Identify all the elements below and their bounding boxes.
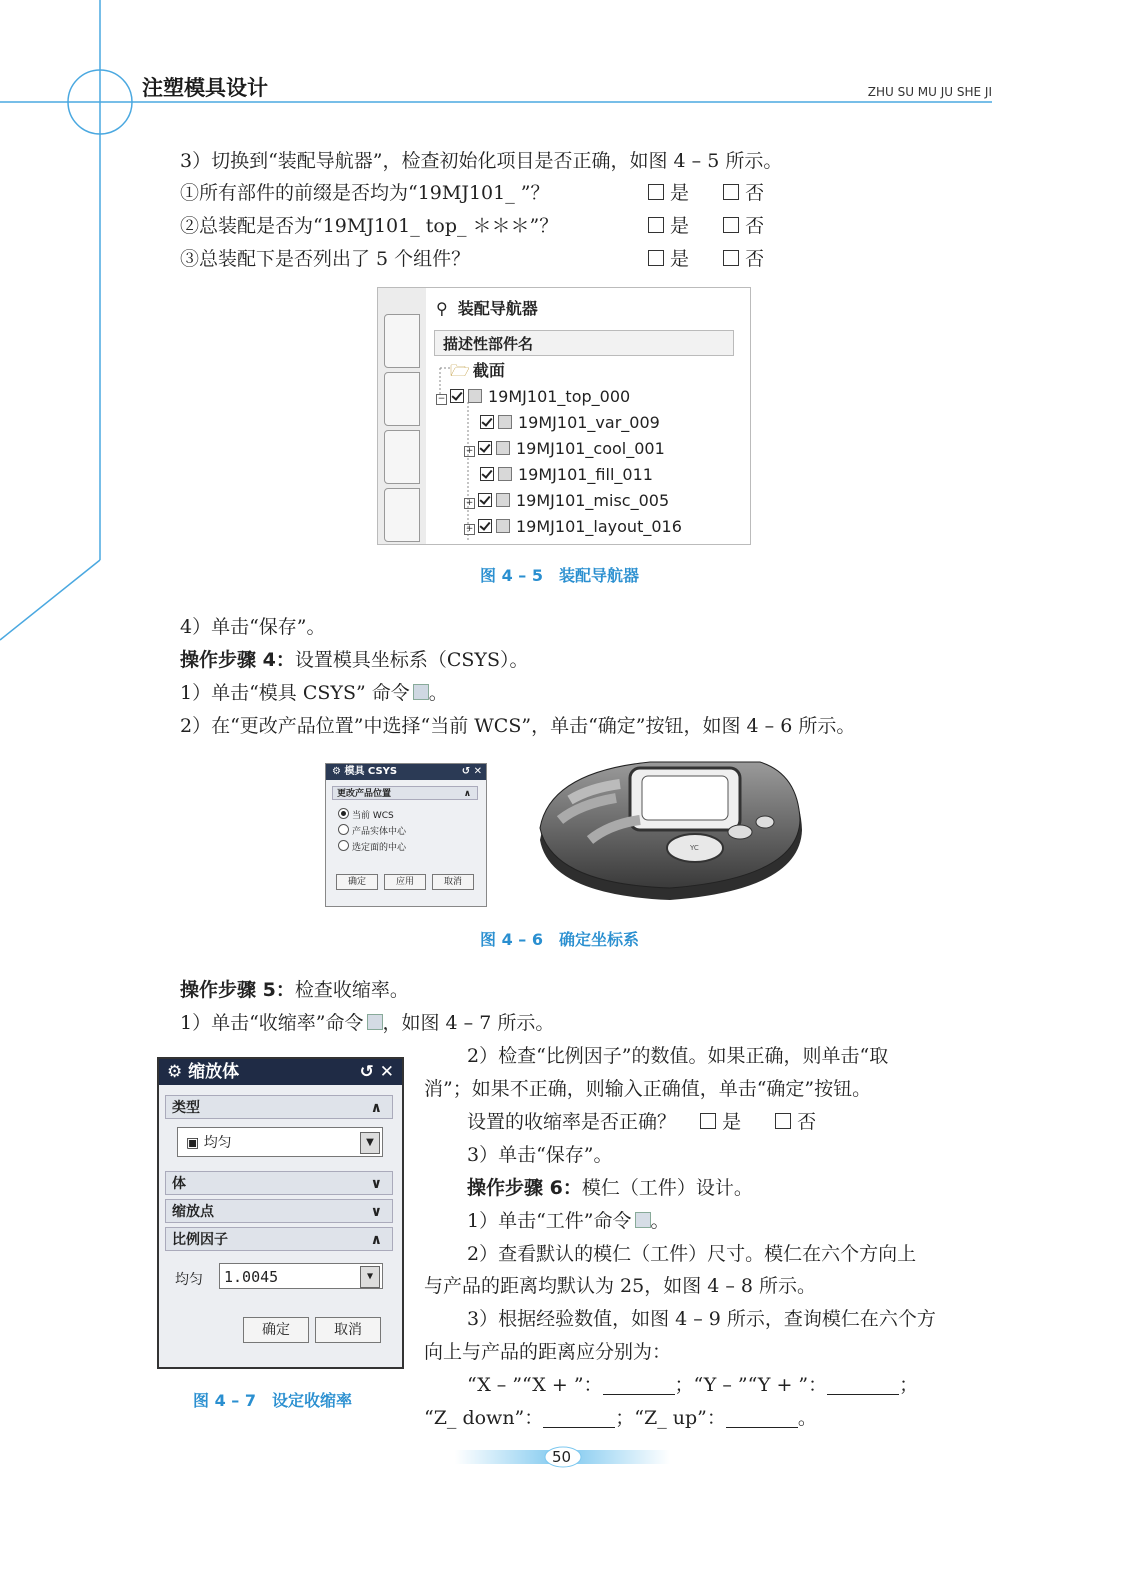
radio-product-center[interactable]: 产品实体中心: [338, 824, 406, 837]
assembly-icon: [496, 441, 510, 455]
paragraph-line: 3）根据经验数值，如图 4 – 9 所示，查询模仁在六个方: [467, 1308, 936, 1330]
paragraph-line: 消”；如果不正确，则输入正确值，单击“确定”按钮。: [424, 1078, 872, 1100]
checkbox-no[interactable]: [723, 184, 739, 200]
part-icon: [498, 415, 512, 429]
collapse-icon[interactable]: −: [437, 394, 446, 404]
book-title: 注塑模具设计: [142, 76, 268, 100]
book-pinyin: ZHU SU MU JU SHE JI: [867, 85, 992, 99]
assembly-icon: [468, 389, 482, 403]
mold-csys-dialog: [325, 763, 487, 907]
ok-button[interactable]: 确定: [243, 1317, 309, 1343]
type-select[interactable]: ▣ 均匀 ▼: [177, 1127, 383, 1157]
paragraph-line: 2）检查“比例因子”的数值。如果正确，则单击“取: [467, 1045, 889, 1067]
dropdown-arrow-icon[interactable]: ▼: [360, 1132, 380, 1154]
assembly-icon: [496, 519, 510, 533]
op4-step1: 1）单击“模具 CSYS” 命令 。: [180, 682, 448, 704]
cancel-button[interactable]: 取消: [432, 874, 474, 890]
expand-icon[interactable]: ∨: [370, 1204, 382, 1220]
tree-node-section[interactable]: 🗁 截面: [450, 361, 505, 380]
folder-icon: 🗁: [450, 361, 470, 380]
check-q3: ③总装配下是否列出了 5 个组件？: [180, 248, 471, 270]
navigator-panel: [426, 288, 750, 544]
close-icon[interactable]: ↺ ✕: [461, 766, 482, 777]
fill-blank-line-1: “X – ”“X + ”： ；“Y – ”“Y + ”： ；: [467, 1374, 919, 1396]
mold-csys-icon: [413, 684, 429, 700]
column-header[interactable]: 描述性部件名: [434, 330, 734, 356]
tree-node-child[interactable]: 19MJ101_fill_011: [480, 462, 653, 488]
checkbox-no[interactable]: [723, 217, 739, 233]
cancel-button[interactable]: 取消: [315, 1317, 381, 1343]
expand-icon[interactable]: +: [465, 498, 474, 508]
navigator-tab-strip: [378, 310, 420, 545]
check-q2: ②总装配是否为“19MJ101_ top_ ＊＊＊”？: [180, 215, 559, 237]
tree-node-root[interactable]: − 19MJ101_top_000: [437, 387, 631, 406]
tab-assembly-icon[interactable]: [384, 314, 420, 368]
step4-save: 4）单击“保存”。: [180, 616, 326, 638]
op-step-6: 操作步骤 6：模仁（工件）设计。: [467, 1177, 753, 1199]
expand-icon[interactable]: +: [465, 524, 474, 534]
section-header[interactable]: 更改产品位置 ∧: [332, 786, 478, 800]
dropdown-arrow-icon[interactable]: ▼: [360, 1266, 380, 1288]
op4-step2: 2）在“更改产品位置”中选择“当前 WCS”，单击“确定”按钮，如图 4 – 6 所示。: [180, 715, 856, 737]
shrink-icon: [367, 1014, 383, 1030]
navigator-title: ⚲ 装配导航器: [436, 299, 538, 318]
check-q3-options: 是 否: [648, 246, 764, 272]
collapse-icon[interactable]: ∧: [370, 1100, 382, 1116]
figure-caption: 图 4 – 7 设定收缩率: [193, 1391, 352, 1410]
op-step-4: 操作步骤 4：设置模具坐标系（CSYS）。: [180, 649, 529, 671]
tree-node-child[interactable]: + 19MJ101_misc_005: [465, 491, 670, 510]
radio-current-wcs[interactable]: 当前 WCS: [338, 808, 394, 821]
tree-node-child[interactable]: + 19MJ101_cool_001: [465, 439, 665, 458]
checkbox-yes[interactable]: [700, 1113, 716, 1129]
checkbox-checked-icon[interactable]: [478, 519, 492, 533]
figure-caption: 图 4 – 6 确定坐标系: [480, 930, 639, 949]
tree-node-child[interactable]: 19MJ101_var_009: [480, 410, 660, 436]
radio-face-center[interactable]: 选定面的中心: [338, 840, 406, 853]
tab-constraints-icon[interactable]: [384, 372, 420, 426]
blank-z-down[interactable]: [543, 1407, 615, 1428]
gear-icon[interactable]: ⚙: [332, 766, 341, 777]
dialog-titlebar: ⚙ 模具 CSYS ↺ ✕: [326, 764, 486, 780]
section-type[interactable]: 类型 ∧: [165, 1095, 393, 1119]
op6-step1: 1）单击“工件”命令 。: [467, 1210, 670, 1232]
section-scale-point[interactable]: 缩放点 ∨: [165, 1199, 393, 1223]
figure-caption: 图 4 – 5 装配导航器: [480, 566, 639, 585]
paragraph-line: 向上与产品的距离应分别为：: [424, 1341, 672, 1363]
checkbox-no[interactable]: [775, 1113, 791, 1129]
assembly-navigator-figure: [377, 287, 751, 545]
step3-text: 3）切换到“装配导航器”，检查初始化项目是否正确，如图 4 – 5 所示。: [180, 150, 783, 172]
section-body[interactable]: 体 ∨: [165, 1171, 393, 1195]
section-scale-factor[interactable]: 比例因子 ∧: [165, 1227, 393, 1251]
tree-node-child[interactable]: + 19MJ101_layout_016: [465, 517, 682, 536]
ok-button[interactable]: 确定: [336, 874, 378, 890]
checkbox-checked-icon[interactable]: [478, 493, 492, 507]
close-icon[interactable]: ↺ ✕: [359, 1062, 394, 1082]
tab-part-icon[interactable]: [384, 430, 420, 484]
tab-history-icon[interactable]: [384, 488, 420, 542]
blank-x[interactable]: [603, 1374, 675, 1395]
part-icon: [498, 467, 512, 481]
cube-icon: ▣: [186, 1135, 200, 1151]
check-q2-options: 是 否: [648, 213, 764, 239]
blank-y[interactable]: [827, 1374, 899, 1395]
workpiece-icon: [635, 1212, 651, 1228]
checkbox-checked-icon[interactable]: [480, 415, 494, 429]
check-q1-options: 是 否: [648, 180, 764, 206]
yc-axis-label: YC: [690, 844, 699, 852]
factor-input[interactable]: 1.0045 ▼: [219, 1263, 383, 1289]
checkbox-no[interactable]: [723, 250, 739, 266]
pin-icon[interactable]: ⚲: [436, 299, 448, 318]
save-step: 3）单击“保存”。: [467, 1144, 613, 1166]
op-step-5: 操作步骤 5：检查收缩率。: [180, 979, 409, 1001]
paragraph-line: 与产品的距离均默认为 25，如图 4 – 8 所示。: [424, 1275, 817, 1297]
blank-z-up[interactable]: [726, 1407, 798, 1428]
apply-button[interactable]: 应用: [384, 874, 426, 890]
op5-step1: 1）单击“收缩率”命令 ，如图 4 – 7 所示。: [180, 1012, 555, 1034]
checkbox-yes[interactable]: [648, 217, 664, 233]
expand-icon[interactable]: +: [465, 446, 474, 456]
assembly-icon: [496, 493, 510, 507]
scale-body-dialog: [157, 1057, 404, 1369]
fill-blank-line-2: “Z_ down”： ；“Z_ up”： 。: [424, 1407, 817, 1429]
page-number: 50: [552, 1448, 572, 1466]
factor-label: 均匀: [175, 1272, 203, 1288]
molded-part-render: [530, 760, 810, 910]
gear-icon[interactable]: ⚙: [167, 1062, 183, 1082]
checkbox-checked-icon[interactable]: [480, 467, 494, 481]
paragraph-line: 2）查看默认的模仁（工件）尺寸。模仁在六个方向上: [467, 1243, 917, 1265]
checkbox-yes[interactable]: [648, 184, 664, 200]
checkbox-checked-icon[interactable]: [478, 441, 492, 455]
collapse-icon[interactable]: ∧: [370, 1232, 382, 1248]
expand-icon[interactable]: ∨: [370, 1176, 382, 1192]
shrink-check: 设置的收缩率是否正确？ 是 否: [467, 1111, 817, 1133]
checkbox-yes[interactable]: [648, 250, 664, 266]
check-q1: ①所有部件的前缀是否均为“19MJ101_ ”？: [180, 182, 550, 204]
dialog-titlebar: ⚙ 缩放体 ↺ ✕: [159, 1059, 402, 1085]
collapse-icon[interactable]: ∧: [463, 789, 471, 799]
checkbox-checked-icon[interactable]: [450, 389, 464, 403]
